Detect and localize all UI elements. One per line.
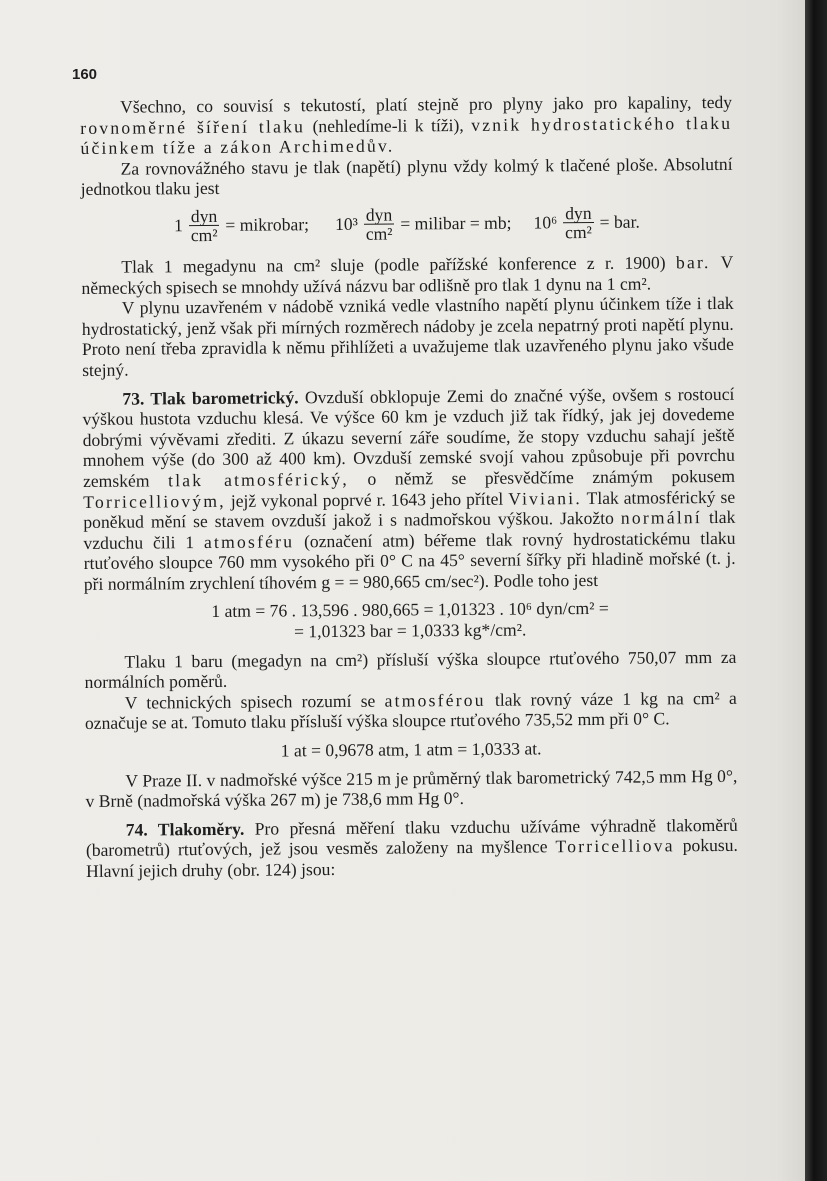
section-74-heading: 74. Tlakoměry. bbox=[125, 818, 245, 840]
section-74: 74. Tlakoměry. Pro přesná měření tlaku vzduchu užíváme výhradně tlakoměrů (barometrů) rtuťových, jež jsou vesměs založeny na myšlence Torricelliova pokusu. Hlavní jejich druhy (obr. 124) jsou: bbox=[85, 814, 738, 881]
paragraph-pressure-unit: Za rovnovážného stavu je tlak (napětí) plynu vždy kolmý k tlačené ploše. Absolutní jednotkou tlaku jest bbox=[80, 153, 733, 200]
section-73-heading: 73. Tlak barometrický. bbox=[122, 386, 299, 409]
paragraph-bar-height: Tlaku 1 baru (megadyn na cm²) přísluší výška sloupce rtuťového 750,07 mm za normálních poměrů. bbox=[84, 646, 737, 693]
paragraph-bar-definition: Tlak 1 megadynu na cm² sluje (podle pařížské konference z r. 1900) bar. V německých spisech se mnohdy užívá názvu bar odlišně pro tlak 1 dynu na 1 cm². bbox=[81, 251, 734, 298]
page-edge-shadow bbox=[805, 0, 827, 1181]
paragraph-fluids: Všechno, co souvisí s tekutostí, platí stejně pro plyny jako pro kapaliny, tedy rovnoměrné šíření tlaku (nehledíme-li k tíži), vznik hydrostatického tlaku účinkem tíže a zákon Archimedův. bbox=[80, 91, 733, 159]
fraction-dyn-cm2: $\frac{\text{dyn}}{\text{cm²}}$ bbox=[365, 204, 393, 244]
equation-atm: 1 atm = 76 . 13,596 . 980,665 = 1,01323 . 10⁶ dyn/cm² = = 1,01323 bar = 1,0333 kg*/cm². bbox=[211, 598, 609, 642]
fraction-dyn-cm2: $\frac{\text{dyn}}{\text{cm²}}$ bbox=[190, 205, 218, 246]
paragraph-technical-atmosphere: V technických spisech rozumí se atmosférou tlak rovný váze 1 kg na cm² a označuje se at. Tomuto tlaku přísluší výška sloupce rtuťového 735,52 mm při 0° C. bbox=[84, 687, 737, 734]
paragraph-prague-brno: V Praze II. v nadmořské výšce 215 m je průměrný tlak barometrický 742,5 mm Hg 0°, v Brně (nadmořská výška 267 m) je 738,6 mm Hg 0°. bbox=[85, 765, 738, 812]
page-body bbox=[80, 92, 738, 882]
equation-at-atm: 1 at = 0,9678 atm, 1 atm = 1,0333 at. bbox=[280, 738, 542, 761]
section-73: 73. Tlak barometrický. Ovzduší obklopuje Zemi do značné výše, ovšem s rostoucí výškou hustota vzduchu klesá. Ve výšce 60 km je vzduch již tak řídký, jak jej dovedeme dobrými vývěvami zřediti. Z úkazu severní záře soudíme, že stopy vzduchu sahají ještě mnohem výše (do 300 až 400 km). Ovzduší zemské svojí vahou způsobuje při povrchu zemském tlak atmosférický, o němž se přesvědčíme známým pokusem Torricelliovým, jejž vykonal poprvé r. 1643 jeho přítel Viviani. Tlak atmosférický se poněkud mění se stavem ovzduší jakož i s nadmořskou výškou. Jakožto normální tlak vzduchu čili 1 atmosféru (označení atm) béřeme tlak rovný hydrostatickému tlaku rtuťového sloupce 760 mm vysokého při 0° C na 45° severní šířky při hladině mořské (t. j. při normálním zrychlení tíhovém g = = 980,665 cm/sec²). Podle toho jest bbox=[82, 383, 736, 594]
paragraph-enclosed-gas: V plynu uzavřeném v nádobě vzniká vedle vlastního napětí plynu účinkem tíže i tlak hydrostatický, jenž však při mírných rozměrech nádoby je zcela nepatrný proti napětí plynu. Proto není třeba zpravidla k němu přihlížeti a uvažujeme tlak uzavřeného plynu jako všude stejný. bbox=[81, 293, 735, 380]
equation-units: 1 $\frac{\text{dyn}}{\text{cm²}}$ = mikrobar; 10³ $\frac{\text{dyn}}{\text{cm²}}$ = milibar = mb; 10⁶ $\frac{\text{dyn}}{\text{cm²}}$ = bar. bbox=[174, 202, 640, 246]
page-number: 160 bbox=[72, 66, 98, 83]
fraction-dyn-cm2: $\frac{\text{dyn}}{\text{cm²}}$ bbox=[565, 202, 592, 243]
